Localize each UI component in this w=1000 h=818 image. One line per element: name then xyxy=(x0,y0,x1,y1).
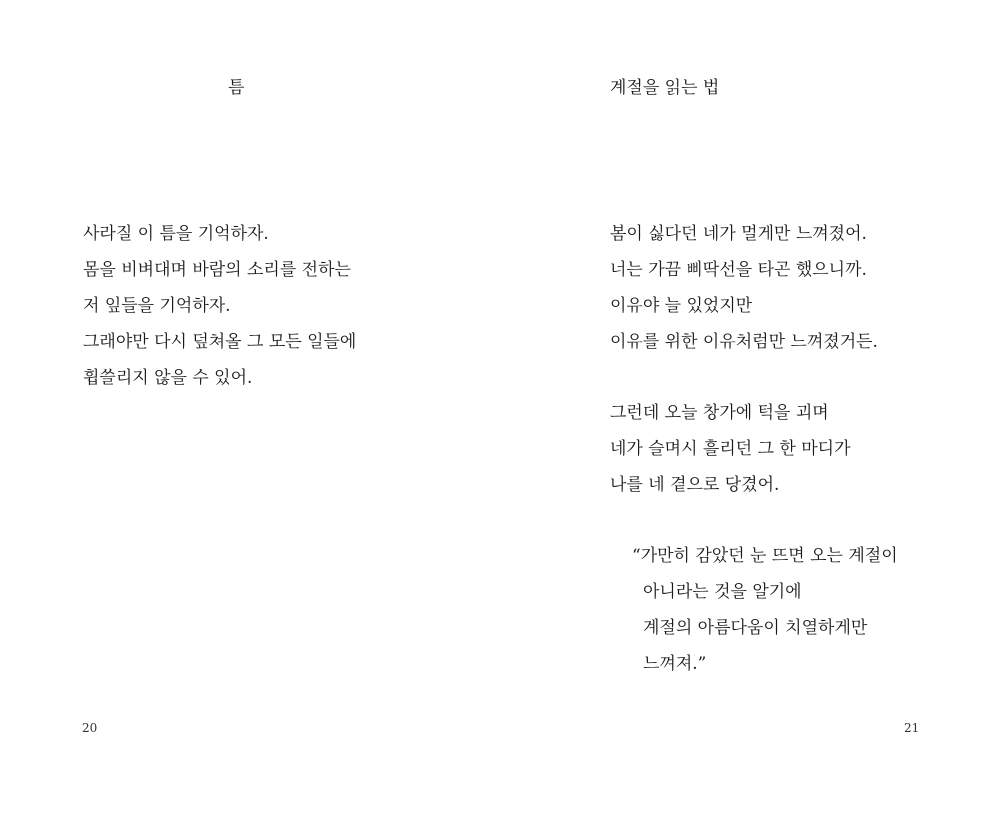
poem-line: 휩쓸리지 않을 수 있어. xyxy=(83,368,253,388)
poem-title: 틈 xyxy=(228,78,245,98)
poem-line: 네가 슬며시 흘리던 그 한 마디가 xyxy=(610,439,851,459)
quote-line: 아니라는 것을 알기에 xyxy=(643,582,802,602)
poem-line: 사라질 이 틈을 기억하자. xyxy=(83,224,269,244)
right-page xyxy=(500,0,1000,818)
poem-line: 몸을 비벼대며 바람의 소리를 전하는 xyxy=(83,260,351,280)
poem-title: 계절을 읽는 법 xyxy=(610,78,720,98)
stanza-break xyxy=(610,509,898,544)
poem-line: 이유를 위한 이유처럼만 느껴졌거든. xyxy=(610,332,878,352)
poem-body xyxy=(83,222,356,402)
quote-line: 느껴져.” xyxy=(643,654,707,674)
poem-line: 저 잎들을 기억하자. xyxy=(83,296,231,316)
page-number: 21 xyxy=(904,721,920,735)
poem-line: 그런데 오늘 창가에 턱을 괴며 xyxy=(610,403,829,423)
poem-line: 그래야만 다시 덮쳐올 그 모든 일들에 xyxy=(83,332,357,352)
poem-line: 나를 네 곁으로 당겼어. xyxy=(610,475,780,495)
poem-line: 너는 가끔 삐딱선을 타곤 했으니까. xyxy=(610,260,867,280)
poem-line: 이유야 늘 있었지만 xyxy=(610,296,753,316)
poem-body xyxy=(610,222,898,688)
poem-line: 봄이 싫다던 네가 멀게만 느껴졌어. xyxy=(610,224,867,244)
quote-line: “가만히 감았던 눈 뜨면 오는 계절이 xyxy=(632,546,898,566)
stanza-break xyxy=(610,366,898,401)
page-number: 20 xyxy=(82,721,98,735)
quote-line: 계절의 아름다움이 치열하게만 xyxy=(643,618,868,638)
